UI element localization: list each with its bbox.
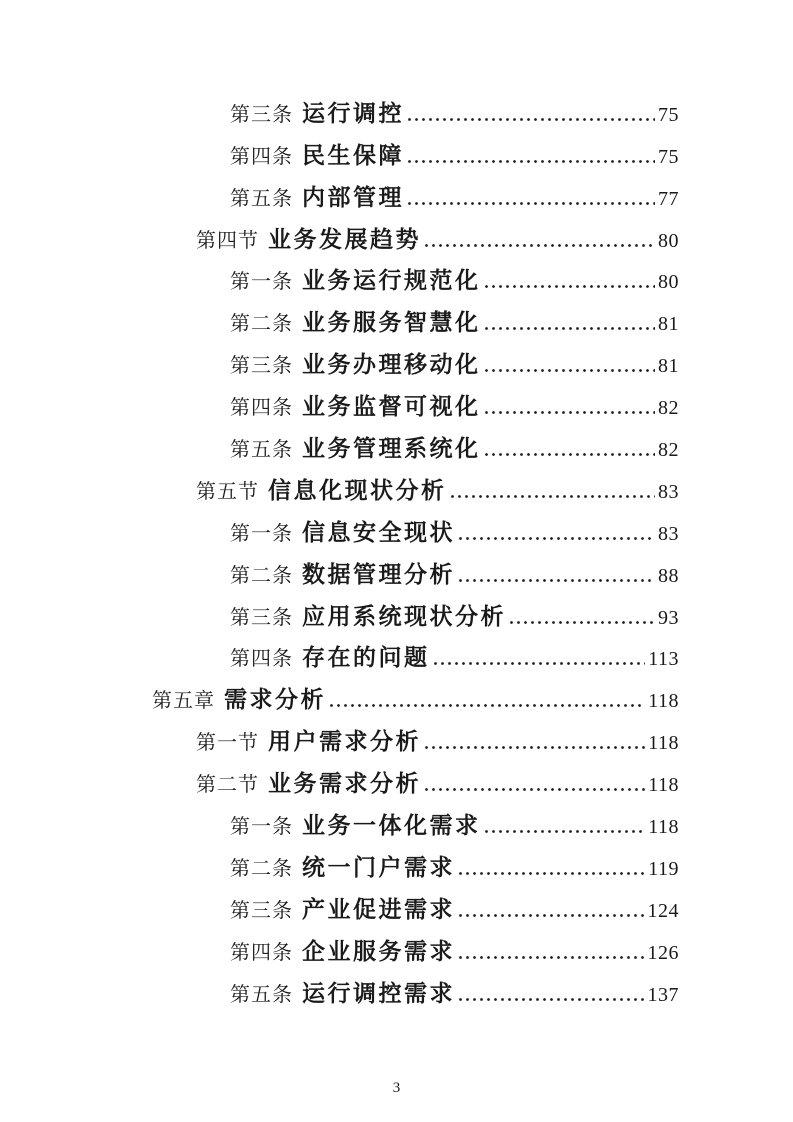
toc-leader-dots <box>423 243 655 248</box>
toc-entry-page-number: 118 <box>648 690 679 713</box>
toc-entry-page-number: 118 <box>648 732 679 755</box>
toc-entry-page-number: 118 <box>648 774 679 797</box>
toc-entry-title: 产业促进需求 <box>302 896 455 922</box>
toc-entry-prefix: 第五条 <box>230 983 293 1006</box>
toc-entry[interactable] <box>230 89 679 131</box>
toc-leader-dots <box>483 368 656 373</box>
toc-entry-title: 内部管理 <box>302 184 404 210</box>
toc-entry[interactable] <box>230 927 679 969</box>
toc-entry-title: 民生保障 <box>302 142 404 168</box>
toc-entry-page-number: 124 <box>647 899 679 922</box>
toc-entry[interactable] <box>152 675 679 717</box>
toc-entry-prefix: 第三条 <box>230 103 293 126</box>
toc-entry-title: 数据管理分析 <box>302 561 455 587</box>
toc-leader-dots <box>457 536 655 541</box>
toc-leader-dots <box>457 955 645 960</box>
toc-entry-page-number: 81 <box>658 313 679 336</box>
toc-entry-page-number: 75 <box>658 103 679 126</box>
toc-leader-dots <box>457 871 645 876</box>
toc-entry-prefix: 第一条 <box>230 271 293 294</box>
toc-leader-dots <box>483 326 656 331</box>
toc-entry[interactable] <box>230 382 679 424</box>
toc-entry[interactable] <box>230 843 679 885</box>
toc-entry-title: 业务管理系统化 <box>302 436 481 462</box>
toc-leader-dots <box>457 578 655 583</box>
toc-entry[interactable] <box>196 215 679 257</box>
toc-entry-title: 用户需求分析 <box>268 729 421 755</box>
toc-entry-page-number: 83 <box>658 480 679 503</box>
toc-entry-prefix: 第五章 <box>152 690 215 713</box>
toc-entry-page-number: 82 <box>658 439 679 462</box>
toc-entry[interactable] <box>230 969 679 1011</box>
toc-entry-prefix: 第四条 <box>230 648 293 671</box>
toc-entry-page-number: 119 <box>648 857 679 880</box>
toc-entry-prefix: 第一条 <box>230 522 293 545</box>
toc-entry-title: 业务一体化需求 <box>302 813 481 839</box>
toc-entry-title: 业务办理移动化 <box>302 352 481 378</box>
toc-leader-dots <box>423 745 645 750</box>
toc-entry-prefix: 第五条 <box>230 187 293 210</box>
toc-leader-dots <box>483 452 656 457</box>
toc-entry-page-number: 80 <box>658 229 679 252</box>
toc-entry-prefix: 第二条 <box>230 564 293 587</box>
toc-entry[interactable] <box>230 508 679 550</box>
toc-entry[interactable] <box>230 340 679 382</box>
toc-entry[interactable] <box>196 717 679 759</box>
toc-leader-dots <box>457 997 645 1002</box>
toc-entry-title: 信息化现状分析 <box>268 477 447 503</box>
toc-entry-prefix: 第四条 <box>230 941 293 964</box>
toc-entry-prefix: 第一条 <box>230 816 293 839</box>
toc-entry-prefix: 第五节 <box>196 480 259 503</box>
toc-entry-page-number: 81 <box>658 355 679 378</box>
toc-entry-prefix: 第四节 <box>196 229 259 252</box>
toc-entry-page-number: 113 <box>648 648 679 671</box>
toc-entry-prefix: 第三条 <box>230 355 293 378</box>
toc-entry-prefix: 第二条 <box>230 857 293 880</box>
toc-entry-title: 信息安全现状 <box>302 519 455 545</box>
toc-entry-page-number: 77 <box>658 187 679 210</box>
toc-entry-page-number: 126 <box>647 941 679 964</box>
toc-entry-title: 业务监督可视化 <box>302 394 481 420</box>
toc-entry[interactable] <box>230 550 679 592</box>
toc-entry-prefix: 第二条 <box>230 313 293 336</box>
toc-leader-dots <box>406 159 655 164</box>
toc-entry[interactable] <box>230 173 679 215</box>
toc-entry[interactable] <box>230 257 679 299</box>
toc-entry-prefix: 第三条 <box>230 899 293 922</box>
toc-entry-title: 企业服务需求 <box>302 938 455 964</box>
toc-entry-title: 运行调控 <box>302 100 404 126</box>
toc-entry-title: 业务需求分析 <box>268 771 421 797</box>
toc-entry-prefix: 第五条 <box>230 439 293 462</box>
toc-entry-title: 应用系统现状分析 <box>302 603 506 629</box>
page-footer-number: 3 <box>392 1080 401 1096</box>
table-of-contents <box>152 89 679 1011</box>
toc-entry-title: 业务发展趋势 <box>268 226 421 252</box>
toc-entry-page-number: 93 <box>658 606 679 629</box>
toc-entry-page-number: 75 <box>658 145 679 168</box>
toc-entry[interactable] <box>196 759 679 801</box>
toc-entry-prefix: 第四条 <box>230 145 293 168</box>
toc-leader-dots <box>508 620 655 625</box>
toc-entry-title: 统一门户需求 <box>302 854 455 880</box>
toc-leader-dots <box>406 117 655 122</box>
toc-entry-prefix: 第四条 <box>230 397 293 420</box>
toc-leader-dots <box>483 410 656 415</box>
toc-entry[interactable] <box>230 801 679 843</box>
toc-entry[interactable] <box>230 298 679 340</box>
toc-entry[interactable] <box>196 466 679 508</box>
toc-entry-page-number: 82 <box>658 397 679 420</box>
toc-entry-page-number: 88 <box>658 564 679 587</box>
toc-entry-prefix: 第二节 <box>196 774 259 797</box>
toc-entry-page-number: 118 <box>648 816 679 839</box>
toc-entry-page-number: 80 <box>658 271 679 294</box>
toc-leader-dots <box>483 284 656 289</box>
toc-leader-dots <box>328 703 645 708</box>
toc-entry-page-number: 83 <box>658 522 679 545</box>
toc-leader-dots <box>457 913 645 918</box>
toc-entry-title: 业务服务智慧化 <box>302 310 481 336</box>
toc-leader-dots <box>432 661 646 666</box>
toc-entry-prefix: 第三条 <box>230 606 293 629</box>
toc-entry[interactable] <box>230 885 679 927</box>
toc-entry[interactable] <box>230 424 679 466</box>
toc-entry-title: 需求分析 <box>224 687 326 713</box>
toc-entry-title: 运行调控需求 <box>302 980 455 1006</box>
toc-entry-title: 业务运行规范化 <box>302 268 481 294</box>
toc-entry[interactable] <box>230 634 679 676</box>
toc-leader-dots <box>423 787 645 792</box>
toc-leader-dots <box>449 494 656 499</box>
toc-leader-dots <box>406 201 655 206</box>
toc-leader-dots <box>483 829 646 834</box>
toc-entry-title: 存在的问题 <box>302 645 430 671</box>
toc-entry[interactable] <box>230 131 679 173</box>
toc-entry[interactable] <box>230 592 679 634</box>
toc-entry-page-number: 137 <box>647 983 679 1006</box>
toc-entry-prefix: 第一节 <box>196 732 259 755</box>
